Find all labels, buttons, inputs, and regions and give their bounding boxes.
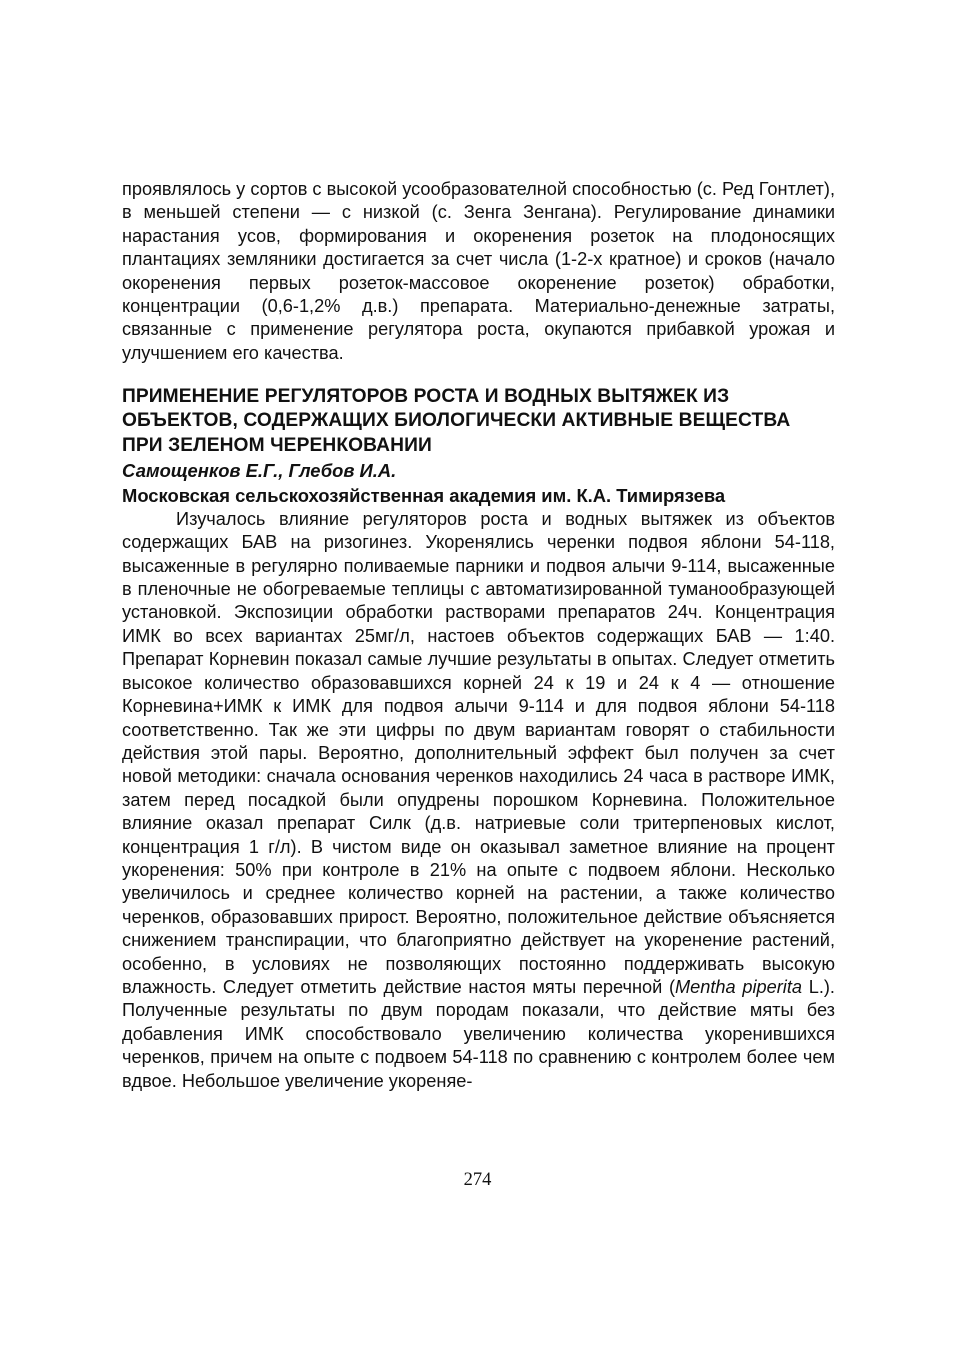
article-authors: Самощенков Е.Г., Глебов И.А. <box>122 459 397 481</box>
page-number: 274 <box>463 1170 492 1190</box>
article-affiliation: Московская сельскохозяйственная академия им. К.А. Тимирязева <box>122 484 726 506</box>
intro-paragraph: проявлялось у сортов с высокой усообразователной способностью (с. Ред Гонтлет), в меньшей степени — с низкой (с. Зенга Зенгана). Регулирование динамики нарастания усов, формирования и окоренения розеток на плодоносящих плантациях земляники достигается за счет числа (1-2-х кратное) и сроков (начало окоренения первых розеток-массовое окоренение розеток) обработки, концентрации (0,6-1,2% д.в.) препарата. Материально-денежные затраты, связанные с применение регулятора роста, окупаются прибавкой урожая и улучшением его качества. <box>122 179 835 363</box>
article-body <box>122 508 835 1093</box>
article-title: ПРИМЕНЕНИЕ РЕГУЛЯТОРОВ РОСТА И ВОДНЫХ ВЫТЯЖЕК ИЗ ОБЪЕКТОВ, СОДЕРЖАЩИХ БИОЛОГИЧЕСКИ АКТИВНЫЕ ВЕЩЕСТВА ПРИ ЗЕЛЕНОМ ЧЕРЕНКОВАНИИ <box>122 386 791 456</box>
section-gap <box>122 365 835 385</box>
page-content <box>122 178 835 1093</box>
article-body-part-2: L.). Полученные результаты по двум породам показали, что действие мяты без добавления ИМК способствовало увеличению количества укоренившихся черенков, причем на опыте с подвоем 54-118 по сравнению с контролем более чем вдвое. Небольшое увеличение укореняе- <box>122 976 835 1091</box>
latin-species-name: Mentha piperita <box>675 976 803 997</box>
article-body-part-1: Изучалось влияние регуляторов роста и водных вытяжек из объектов содержащих БАВ на ризогинез. Укоренялись черенки подвоя яблони 54-118, высаженные в регулярно поливаемые парники и подвоя алычи 9-114, высаженные в пленочные не обогреваемые теплицы с автоматизированной туманообразующей установкой. Экспозиции обработки растворами препаратов 24ч. Концентрация ИМК во всех вариантах 25мг/л, настоев объектов содержащих БАВ — 1:40. Препарат Корневин показал самые лучшие результаты в опытах. Следует отметить высокое количество образовавшихся корней 24 к 19 и 24 к 4 — отношение Корневина+ИМК к ИМК для подвоя алычи 9-114 и для подвоя яблони 54-118 соответственно. Так же эти цифры по двум вариантам говорят о стабильности действия этой пары. Вероятно, дополнительный эффект был получен за счет новой методики: сначала основания черенков находились 24 часа в растворе ИМК, затем перед посадкой были опудрены порошком Корневина. Положительное влияние оказал препарат Силк (д.в. натриевые соли тритерпеновых кислот, концентрация 1 г/л). В чистом виде он оказывал заметное влияние на процент укоренения: 50% при контроле в 21% на опыте с подвоем яблони. Несколько увеличилось и среднее количество корней на растении, а также количество черенков, образовавших прирост. Вероятно, положительное действие объясняется снижением транспирации, что благоприятно действует на укоренение растений, особенно, в условиях не позволяющих постоянно поддерживать высокую влажность. Следует отметить действие настоя мяты перечной ( <box>122 508 835 997</box>
